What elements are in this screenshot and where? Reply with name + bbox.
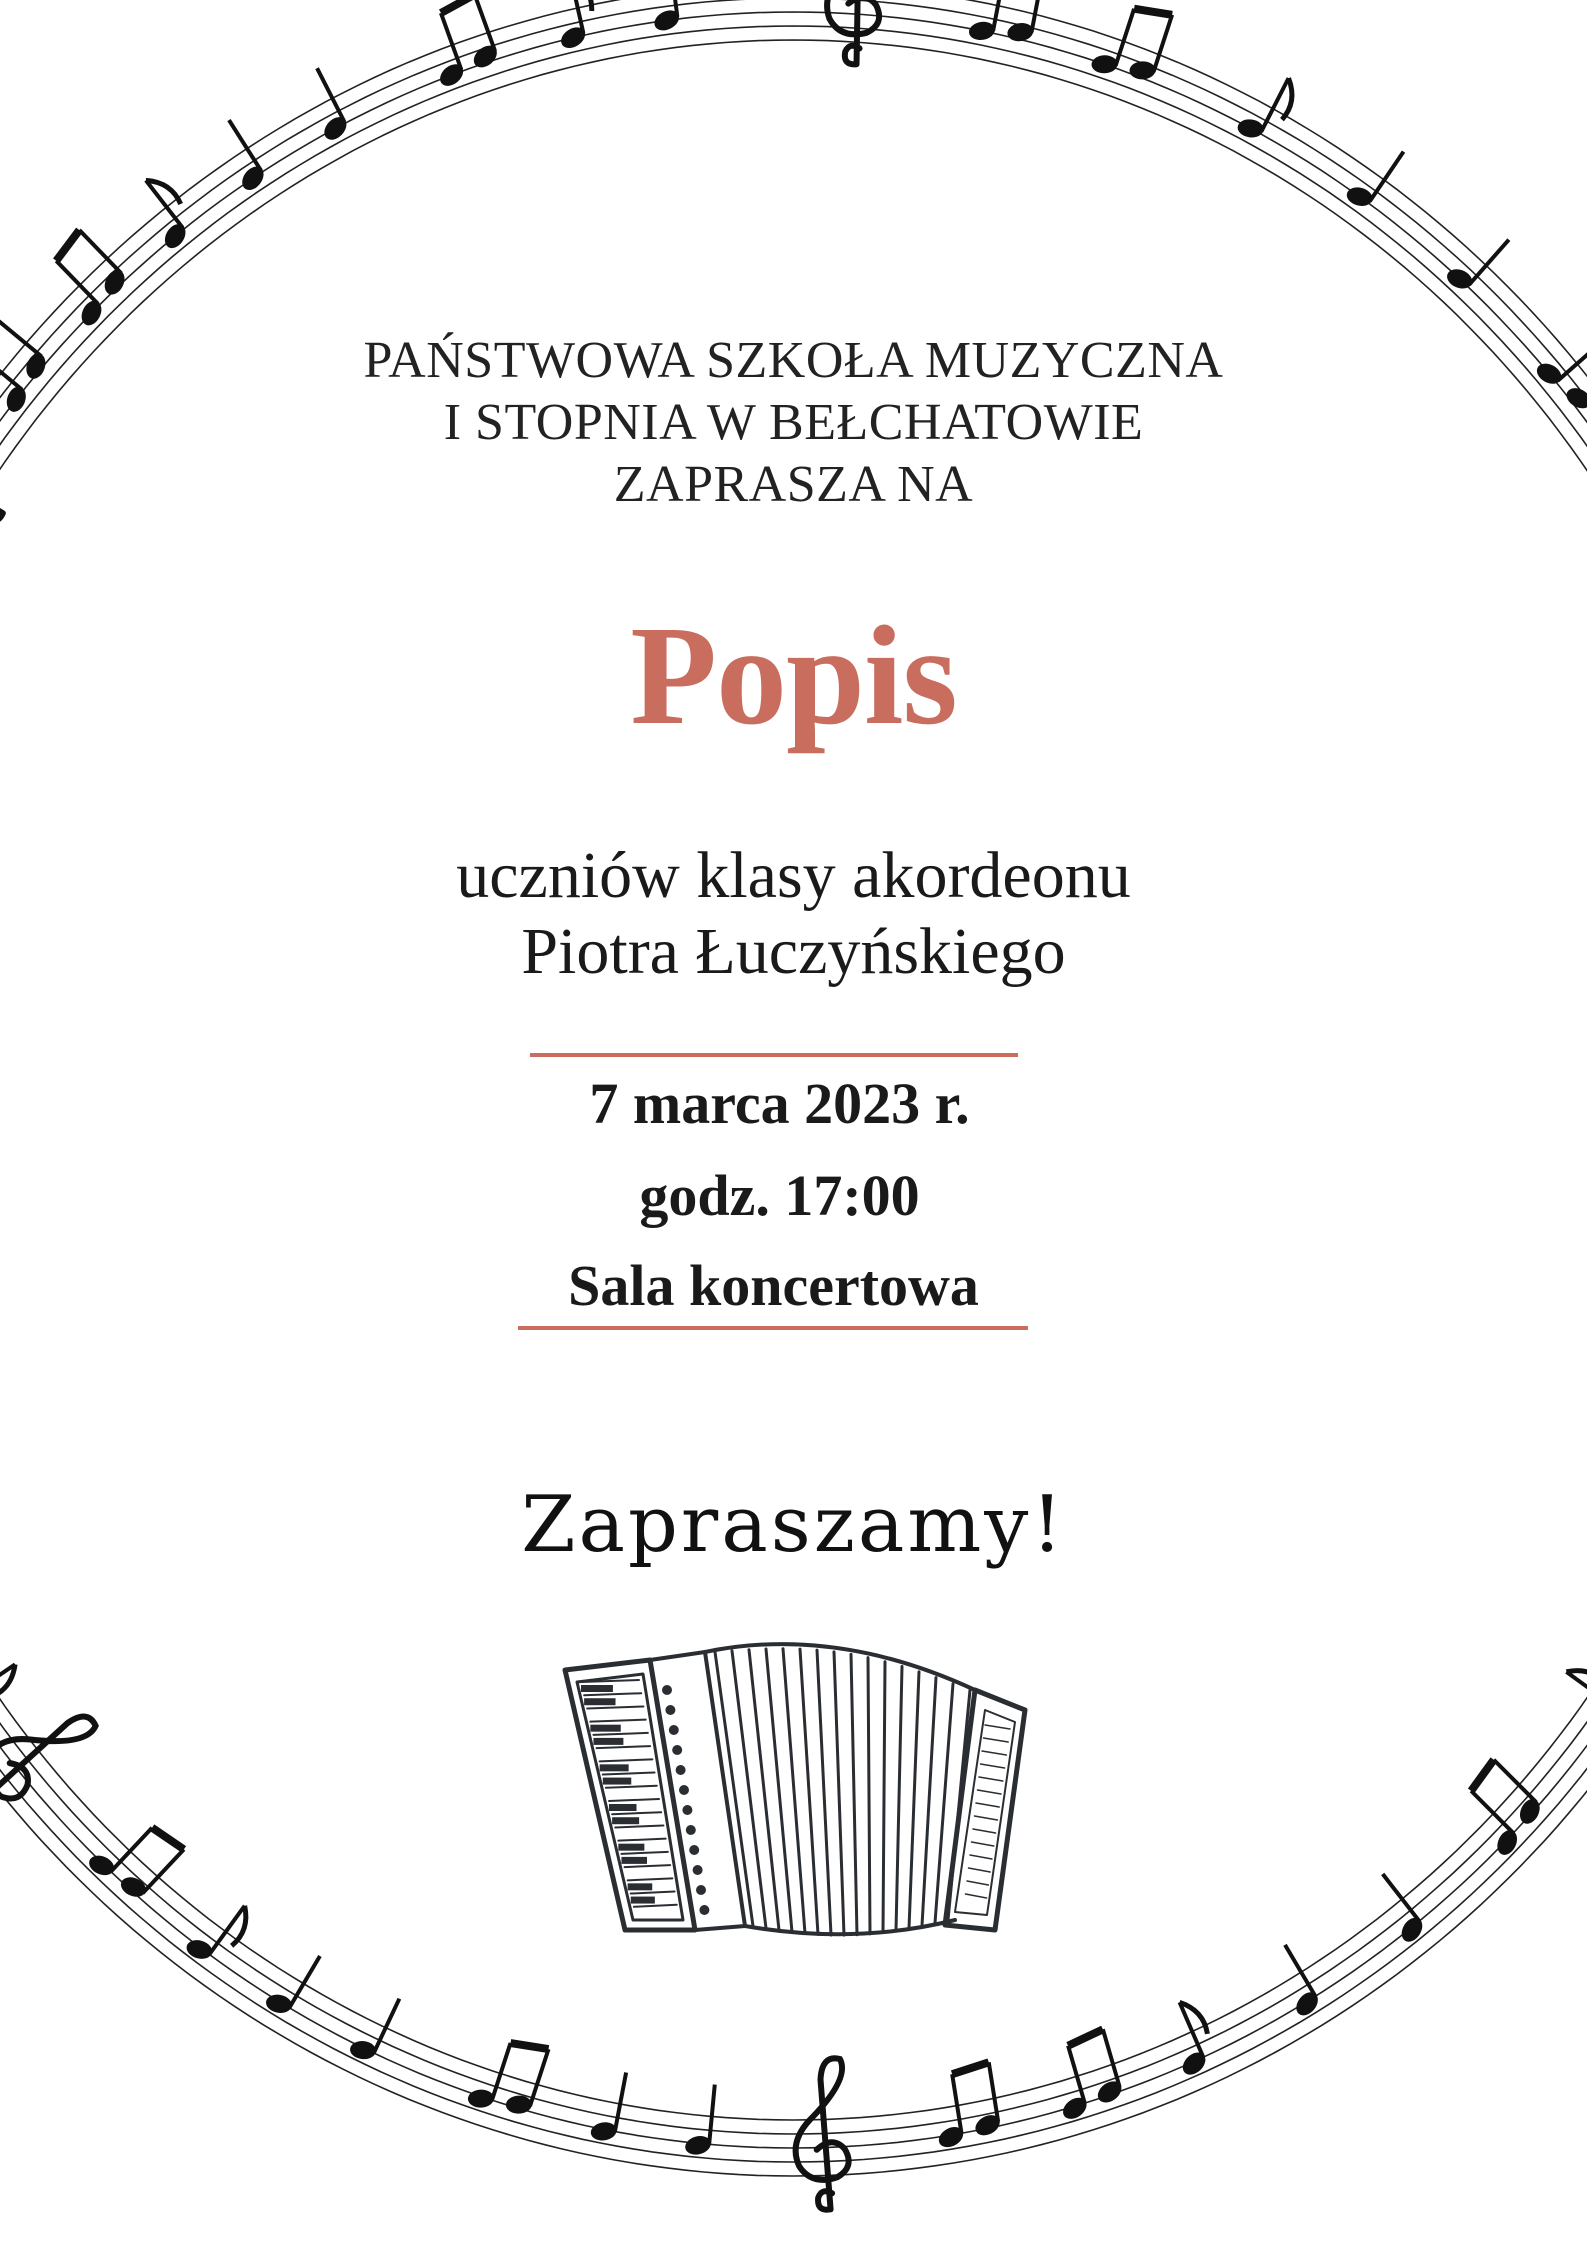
bottom-divider bbox=[518, 1326, 1028, 1330]
page-title: Popis bbox=[630, 596, 957, 754]
subtitle-line-2: Piotra Łuczyńskiego bbox=[521, 915, 1066, 988]
invitation-closing: Zapraszamy! bbox=[521, 1480, 1066, 1570]
top-divider bbox=[530, 1053, 1018, 1057]
event-venue: Sala koncertowa bbox=[568, 1253, 979, 1318]
event-date: 7 marca 2023 r. bbox=[589, 1071, 970, 1136]
subtitle-line-1: uczniów klasy akordeonu bbox=[456, 839, 1131, 912]
event-time: godz. 17:00 bbox=[639, 1163, 920, 1228]
header-line-3: ZAPRASZA NA bbox=[613, 456, 974, 513]
accordion-icon bbox=[555, 1630, 1035, 1950]
header-line-1: PAŃSTWOWA SZKOŁA MUZYCZNA bbox=[363, 332, 1224, 389]
header-line-2: I STOPNIA W BEŁCHATOWIE bbox=[443, 394, 1144, 451]
